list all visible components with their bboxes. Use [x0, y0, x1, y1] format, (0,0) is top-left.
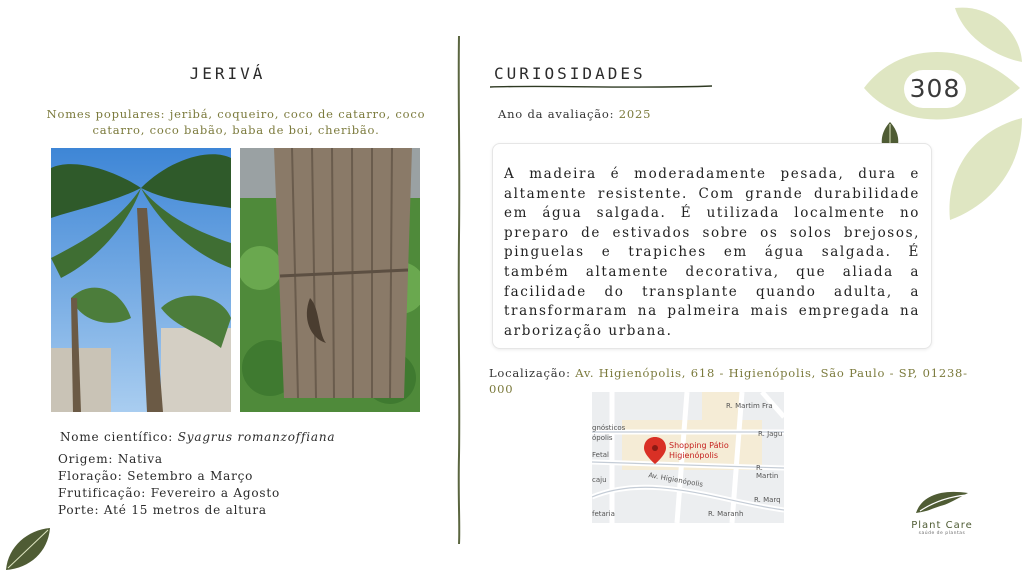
map-street-4: Av. Higienópolis — [647, 471, 704, 489]
vertical-divider — [455, 36, 463, 544]
map-street-5: R. Marq — [754, 496, 781, 504]
map-place-name-1: Shopping Pátio — [669, 441, 729, 450]
map-street-6: R. Maranh — [708, 510, 744, 518]
sheet-number: 308 — [909, 74, 961, 103]
map-street-3: R. Martin — [756, 464, 779, 480]
map-street-9: Fetal — [592, 451, 609, 459]
scientific-name — [60, 429, 335, 446]
map-street-labels — [592, 392, 784, 523]
curiosity-text: A madeira é moderadamente pesada, dura e altamente resistente. Com grande durabilidade em água salgada. É utilizada localmente no preparo de estivados sobre os solos brejosos, pinguelas e trapiches em água salgada. É também altamente decorativa, que aliada a facilidade do transplante quando adulta, a transformaram na palmeira mais empregada na arborização urbana. — [504, 166, 920, 339]
map-place-name-2: Higienópolis — [669, 451, 719, 460]
detail-fruiting: Frutificação: Fevereiro a Agosto — [58, 486, 281, 500]
location-value: Av. Higienópolis, 618 - Higienópolis, São Paulo - SP, 01238-000 — [489, 366, 968, 396]
detail-size: Porte: Até 15 metros de altura — [58, 503, 267, 517]
plant-care-logo-text — [900, 520, 984, 536]
scientific-name-label: Nome científico: — [60, 430, 174, 444]
palm-canopy-photo — [51, 148, 231, 412]
plant-title: JERIVÁ — [189, 64, 266, 83]
logo-tagline: saúde de plantas — [918, 531, 966, 536]
evaluation-year-value: 2025 — [618, 107, 652, 121]
map-street-1: R. Martim Fra — [726, 402, 773, 410]
detail-flowering: Floração: Setembro a Março — [58, 469, 254, 483]
curiosity-card — [492, 143, 932, 349]
scientific-name-value: Syagrus romanzoffiana — [177, 430, 336, 444]
leaf-decoration-bottom-left — [2, 526, 52, 572]
map-street-7: gnósticos — [592, 424, 626, 432]
palm-trunk-photo — [240, 148, 420, 412]
popular-names: Nomes populares: jeribá, coqueiro, coco de catarro, coco catarro, coco babão, baba de boi, cheribão. — [46, 107, 426, 137]
curiosities-title: CURIOSIDADES — [494, 64, 646, 83]
map-street-8: ópolis — [592, 434, 613, 442]
plant-care-logo-icon — [912, 487, 972, 517]
location-label: Localização: — [489, 366, 571, 380]
evaluation-year — [498, 106, 651, 122]
detail-origin: Origem: Nativa — [58, 452, 163, 466]
logo-name: Plant Care — [911, 520, 973, 531]
evaluation-year-label: Ano da avaliação: — [498, 107, 615, 121]
map-street-10: fetaria — [592, 510, 615, 518]
sheet-number-badge — [904, 70, 966, 108]
map-street-2: R. Jagu — [758, 430, 783, 438]
title-underline — [490, 84, 712, 90]
plant-details — [58, 451, 280, 519]
location-map[interactable] — [592, 392, 784, 523]
map-street-11: caju — [592, 476, 607, 484]
